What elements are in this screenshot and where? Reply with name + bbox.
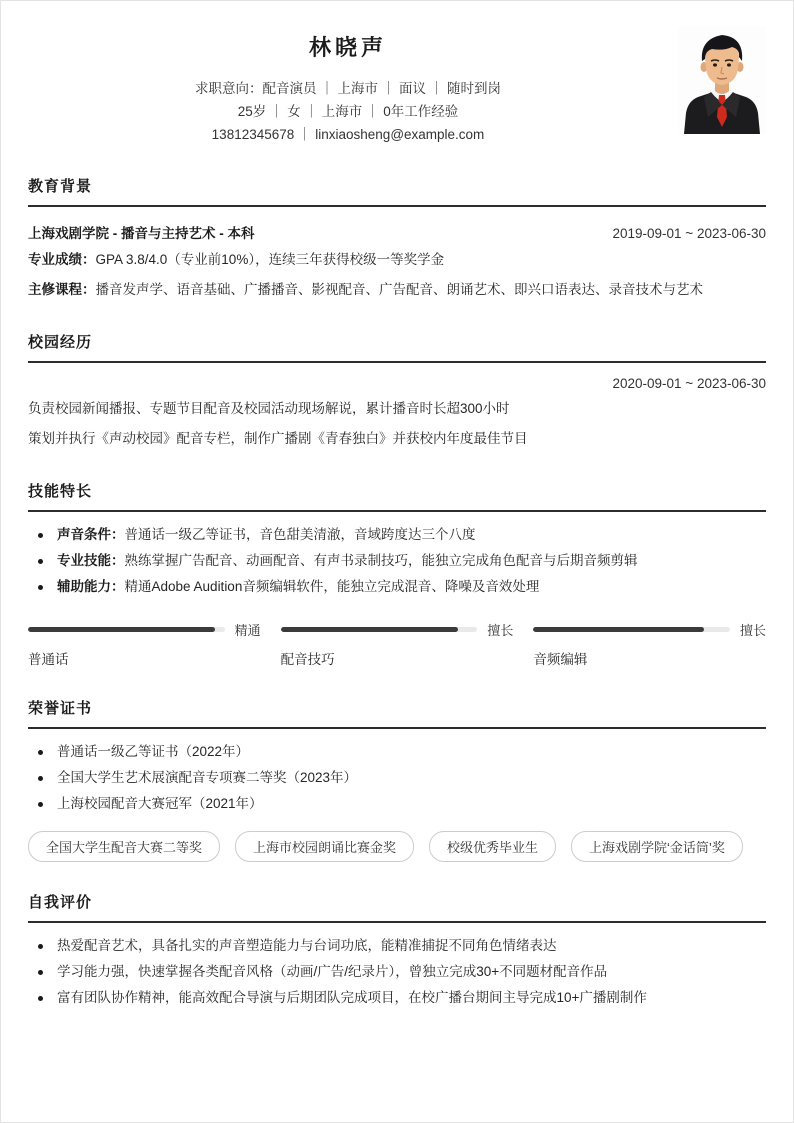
skill-bar-line <box>533 620 766 639</box>
bullet-dot-icon <box>38 944 43 949</box>
evaluation-bullet-text: 学习能力强，快速掌握各类配音风格（动画/广告/纪录片），曾独立完成30+不同题材配音作品 <box>57 964 608 979</box>
skill-bar-mandarin <box>28 620 261 668</box>
job-intent-line: 求职意向：配音演员 ｜ 上海市 ｜ 面议 ｜ 随时到岗 <box>194 81 501 96</box>
skill-bars-row <box>28 620 766 668</box>
section-title-evaluation: 自我评价 <box>28 894 93 911</box>
evaluation-bullet <box>28 959 766 985</box>
skills-bullet <box>28 522 766 548</box>
skills-bullet-label: 声音条件： <box>57 527 125 542</box>
campus-line: 负责校园新闻播报、专题节目配音及校园活动现场解说，累计播音时长超300小时 <box>28 401 510 416</box>
skill-bar-line <box>28 620 261 639</box>
bullet-dot-icon <box>38 559 43 564</box>
skill-level-label: 擅长 <box>740 623 767 638</box>
skill-bar-track <box>533 627 730 632</box>
honors-bullet <box>28 739 766 765</box>
honors-bullet-text: 全国大学生艺术展演配音专项赛二等奖（2023年） <box>57 770 358 785</box>
evaluation-bullet <box>28 985 766 1011</box>
section-rule <box>28 205 766 207</box>
skills-bullet <box>28 574 766 600</box>
skills-bullet-text: 熟练掌握广告配音、动画配音、有声书录制技巧，能独立完成角色配音与后期音频剪辑 <box>124 553 638 568</box>
section-title-campus: 校园经历 <box>28 334 93 351</box>
resume-header <box>28 27 766 146</box>
section-rule <box>28 727 766 729</box>
skill-bar-fill <box>28 627 215 632</box>
skills-bullet-label: 辅助能力： <box>57 579 125 594</box>
skill-name-label: 音频编辑 <box>533 652 588 667</box>
honors-bullet <box>28 765 766 791</box>
evaluation-bullet <box>28 933 766 959</box>
section-rule <box>28 361 766 363</box>
section-honors <box>28 697 766 862</box>
skills-bullet-label: 专业技能： <box>57 553 125 568</box>
section-title-honors: 荣誉证书 <box>28 700 93 717</box>
skill-name-label: 普通话 <box>28 652 69 667</box>
skill-level-label: 擅长 <box>487 623 514 638</box>
person-name: 林晓声 <box>308 35 387 60</box>
bullet-dot-icon <box>38 585 43 590</box>
skill-bar-fill <box>281 627 458 632</box>
honors-bullet-text: 上海校园配音大赛冠军（2021年） <box>57 796 263 811</box>
section-rule <box>28 921 766 923</box>
education-courses-line <box>28 277 766 302</box>
education-gpa-text: GPA 3.8/4.0（专业前10%），连续三年获得校级一等奖学金 <box>95 252 445 267</box>
award-pill: 校级优秀毕业生 <box>429 831 556 862</box>
skills-bullet <box>28 548 766 574</box>
bullet-dot-icon <box>38 802 43 807</box>
contact-line: 13812345678 ｜ linxiaosheng@example.com <box>211 127 485 142</box>
evaluation-bullet-text: 热爱配音艺术，具备扎实的声音塑造能力与台词功底，能精准捕捉不同角色情绪表达 <box>57 938 557 953</box>
section-rule <box>28 510 766 512</box>
education-gpa-label: 专业成绩： <box>28 252 96 267</box>
bullet-dot-icon <box>38 750 43 755</box>
section-title-skills: 技能特长 <box>28 483 93 500</box>
education-courses-text: 播音发声学、语音基础、广播播音、影视配音、广告配音、朗诵艺术、即兴口语表达、录音技术与艺术 <box>95 282 703 297</box>
skills-bullet-text: 普通话一级乙等证书，音色甜美清澈，音域跨度达三个八度 <box>124 527 476 542</box>
evaluation-bullet-list <box>28 933 766 1011</box>
section-evaluation <box>28 891 766 1011</box>
skill-bar-track <box>28 627 225 632</box>
skill-bar-fill <box>533 627 704 632</box>
bullet-dot-icon <box>38 970 43 975</box>
education-school-line: 上海戏剧学院 - 播音与主持艺术 - 本科 <box>28 226 255 241</box>
education-courses-label: 主修课程： <box>28 282 96 297</box>
skills-bullet-list <box>28 522 766 600</box>
skills-bullet-text: 精通Adobe Audition音频编辑软件，能独立完成混音、降噪及音效处理 <box>124 579 540 594</box>
bullet-dot-icon <box>38 776 43 781</box>
profile-photo <box>678 27 766 134</box>
campus-line: 策划并执行《声动校园》配音专栏，制作广播剧《青春独白》并获校内年度最佳节目 <box>28 431 528 446</box>
skill-name-label: 配音技巧 <box>280 652 335 667</box>
skill-level-label: 精通 <box>234 623 261 638</box>
honors-bullet <box>28 791 766 817</box>
evaluation-bullet-text: 富有团队协作精神，能高效配合导演与后期团队完成项目，在校广播台期间主导完成10+广播剧制作 <box>57 990 647 1005</box>
header-text-block <box>28 27 668 146</box>
campus-date: 2020-09-01 ~ 2023-06-30 <box>612 376 766 391</box>
education-entry-head <box>28 222 766 242</box>
skill-bar-line <box>281 620 514 639</box>
honors-bullet-text: 普通话一级乙等证书（2022年） <box>57 744 250 759</box>
skill-bar-dubbing <box>281 620 514 668</box>
award-pill-row <box>28 831 766 862</box>
profile-photo-illustration <box>678 27 766 134</box>
education-date: 2019-09-01 ~ 2023-06-30 <box>612 226 766 241</box>
award-pill: 上海市校园朗诵比赛金奖 <box>235 831 414 862</box>
bullet-dot-icon <box>38 996 43 1001</box>
honors-bullet-list <box>28 739 766 817</box>
section-education <box>28 175 766 302</box>
section-title-education: 教育背景 <box>28 178 93 195</box>
award-pill: 上海戏剧学院‘金话筒’奖 <box>571 831 743 862</box>
bullet-dot-icon <box>38 533 43 538</box>
skill-bar-audio-edit <box>533 620 766 668</box>
education-gpa-line <box>28 247 766 272</box>
skill-bar-track <box>281 627 478 632</box>
section-campus <box>28 331 766 451</box>
personal-info-line: 25岁 ｜ 女 ｜ 上海市 ｜ 0年工作经验 <box>237 104 459 119</box>
award-pill: 全国大学生配音大赛二等奖 <box>28 831 220 862</box>
section-skills <box>28 480 766 668</box>
